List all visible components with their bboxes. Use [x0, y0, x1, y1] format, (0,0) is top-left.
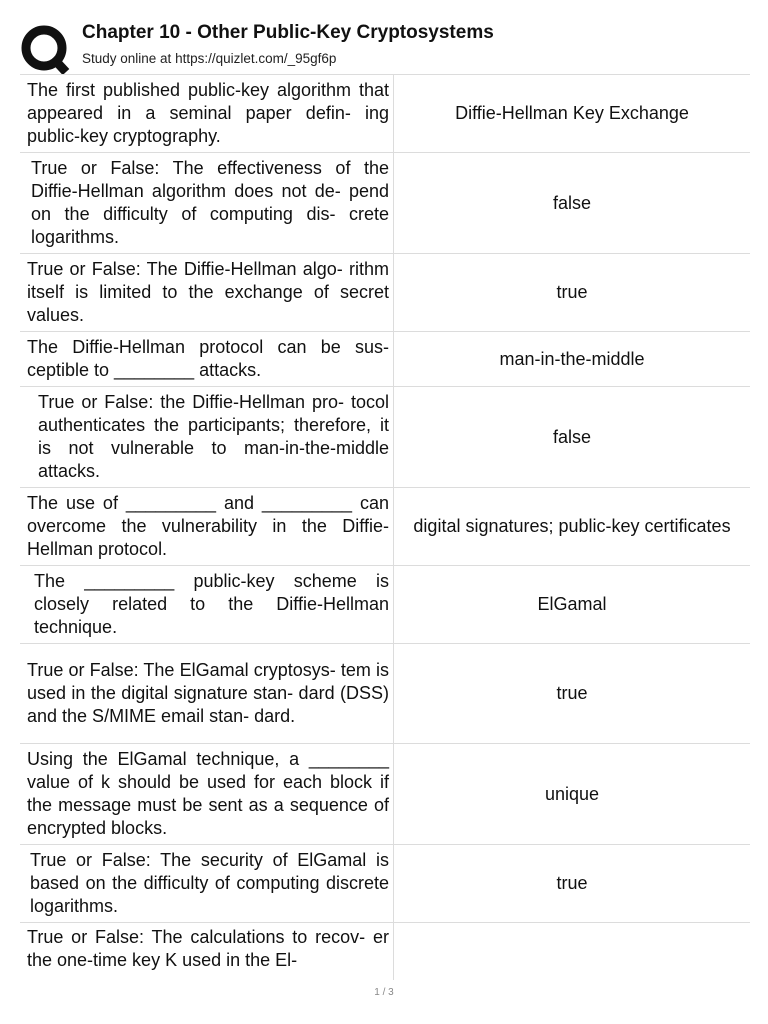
- quizlet-q-logo-icon: [20, 22, 72, 74]
- flashcard-definition: [394, 923, 751, 981]
- flashcard-term: Using the ElGamal technique, a ________ value of k should be used for each block if the message must be sent as a sequence of encrypted blocks.: [20, 744, 394, 845]
- flashcard-term: True or False: The ElGamal cryptosys- tem is used in the digital signature stan- dard (DSS) and the S/MIME email stan- dard.: [20, 644, 394, 744]
- flashcard-term: True or False: the Diffie-Hellman pro- tocol authenticates the participants; therefore, it is not vulnerable to man-in-the-middle attacks.: [20, 387, 394, 488]
- flashcard-row: [20, 332, 750, 387]
- flashcard-term: True or False: The security of ElGamal is based on the difficulty of computing discrete logarithms.: [20, 845, 394, 923]
- flashcard-definition: ElGamal: [394, 566, 751, 644]
- flashcard-term: True or False: The calculations to recov- er the one-time key K used in the El-: [20, 923, 394, 981]
- flashcard-row: [20, 254, 750, 332]
- study-online-link[interactable]: Study online at https://quizlet.com/_95gf6p: [82, 51, 337, 66]
- flashcard-row: [20, 566, 750, 644]
- flashcard-definition: unique: [394, 744, 751, 845]
- flashcard-row: [20, 845, 750, 923]
- flashcard-term: True or False: The effectiveness of the Diffie-Hellman algorithm does not de- pend on the difficulty of computing dis- crete logarithms.: [20, 153, 394, 254]
- flashcard-term: The use of _________ and _________ can overcome the vulnerability in the Diffie-Hellman protocol.: [20, 488, 394, 566]
- flashcard-row: [20, 488, 750, 566]
- flashcard-definition: Diffie-Hellman Key Exchange: [394, 75, 751, 153]
- flashcard-row: [20, 644, 750, 744]
- page-header: [20, 18, 750, 70]
- flashcard-definition: true: [394, 644, 751, 744]
- flashcard-term: True or False: The Diffie-Hellman algo- rithm itself is limited to the exchange of secret values.: [20, 254, 394, 332]
- page-indicator: 1 / 3: [374, 987, 394, 998]
- flashcard-table: [20, 74, 750, 980]
- flashcard-row: [20, 153, 750, 254]
- flashcard-term: The Diffie-Hellman protocol can be sus- ceptible to ________ attacks.: [20, 332, 394, 387]
- flashcard-definition: false: [394, 153, 751, 254]
- flashcard-definition: man-in-the-middle: [394, 332, 751, 387]
- flashcard-row: [20, 923, 750, 981]
- flashcard-term: The first published public-key algorithm that appeared in a seminal paper defin- ing public-key cryptography.: [20, 75, 394, 153]
- flashcard-row: [20, 75, 750, 153]
- flashcard-term: The _________ public-key scheme is closely related to the Diffie-Hellman technique.: [20, 566, 394, 644]
- flashcard-definition: false: [394, 387, 751, 488]
- page-title: Chapter 10 - Other Public-Key Cryptosystems: [82, 22, 494, 43]
- flashcard-definition: digital signatures; public-key certificates: [394, 488, 751, 566]
- flashcard-definition: true: [394, 254, 751, 332]
- flashcard-definition: true: [394, 845, 751, 923]
- flashcard-row: [20, 387, 750, 488]
- flashcard-row: [20, 744, 750, 845]
